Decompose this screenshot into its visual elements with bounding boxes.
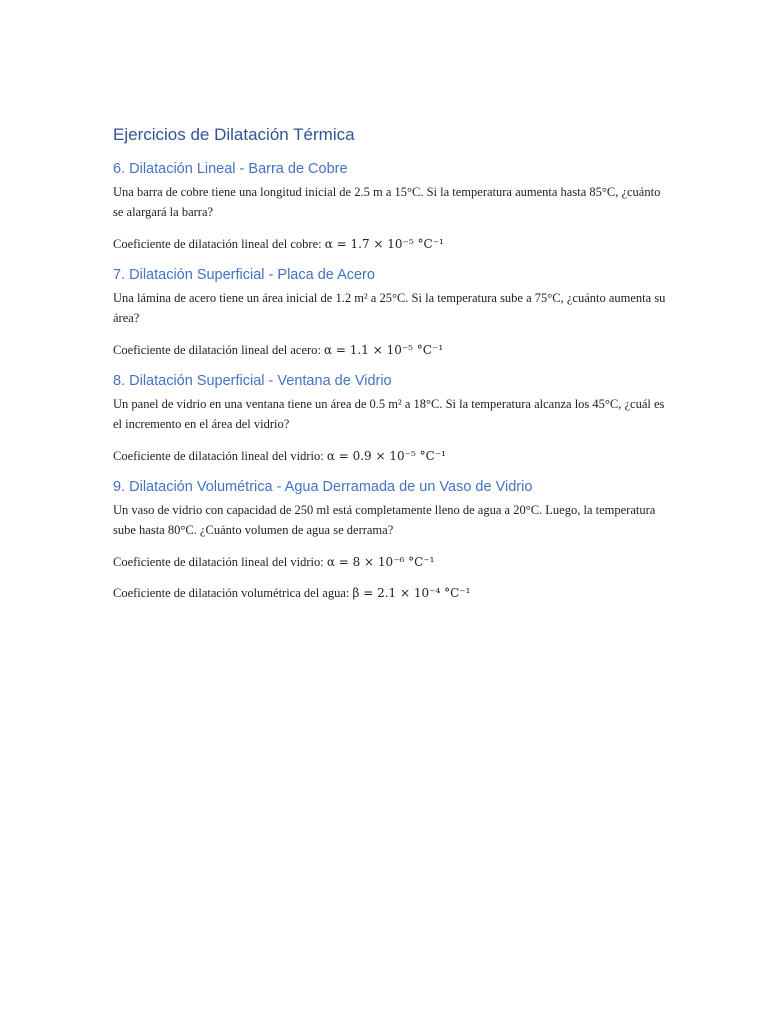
- coefficient-line: [113, 583, 673, 603]
- problem-text: Un panel de vidrio en una ventana tiene un área de 0.5 m² a 18°C. Si la temperatura alcanza los 45°C, ¿cuál es el incremento en el área del vidrio?: [113, 397, 665, 431]
- coefficient-line: [113, 446, 673, 466]
- coefficient-line: [113, 234, 673, 254]
- document-page: [113, 124, 673, 614]
- section-heading: 7. Dilatación Superficial - Placa de Acero: [113, 267, 375, 283]
- coefficient-label: Coeficiente de dilatación lineal del cobre:: [113, 237, 325, 251]
- section-heading: 8. Dilatación Superficial - Ventana de Vidrio: [113, 373, 392, 389]
- coefficient-label: Coeficiente de dilatación volumétrica del agua:: [113, 586, 353, 600]
- problem-text: Una lámina de acero tiene un área inicial de 1.2 m² a 25°C. Si la temperatura sube a 75°C, ¿cuánto aumenta su área?: [113, 291, 666, 325]
- coefficient-formula: α = 1.7 × 10⁻⁵ °C⁻¹: [324, 237, 444, 251]
- coefficient-formula: α = 8 × 10⁻⁶ °C⁻¹: [326, 555, 435, 569]
- coefficient-label: Coeficiente de dilatación lineal del vidrio:: [113, 449, 327, 463]
- section-6: [113, 159, 673, 254]
- section-heading: 9. Dilatación Volumétrica - Agua Derramada de un Vaso de Vidrio: [113, 479, 533, 495]
- coefficient-line: [113, 340, 673, 360]
- problem-text: Una barra de cobre tiene una longitud inicial de 2.5 m a 15°C. Si la temperatura aumenta hasta 85°C, ¿cuánto se alargará la barra?: [113, 185, 661, 219]
- coefficient-line: [113, 552, 673, 572]
- section-7: [113, 265, 673, 360]
- problem-text: Un vaso de vidrio con capacidad de 250 ml está completamente lleno de agua a 20°C. Luego, la temperatura sube hasta 80°C. ¿Cuánto volumen de agua se derrama?: [113, 503, 656, 537]
- document-title: Ejercicios de Dilatación Térmica: [113, 125, 355, 144]
- coefficient-formula: α = 1.1 × 10⁻⁵ °C⁻¹: [324, 343, 444, 357]
- coefficient-formula: β = 2.1 × 10⁻⁴ °C⁻¹: [352, 586, 471, 600]
- section-9: [113, 477, 673, 603]
- coefficient-label: Coeficiente de dilatación lineal del acero:: [113, 343, 325, 357]
- section-8: [113, 371, 673, 466]
- coefficient-label: Coeficiente de dilatación lineal del vidrio:: [113, 555, 327, 569]
- section-heading: 6. Dilatación Lineal - Barra de Cobre: [113, 161, 348, 177]
- coefficient-formula: α = 0.9 × 10⁻⁵ °C⁻¹: [326, 449, 446, 463]
